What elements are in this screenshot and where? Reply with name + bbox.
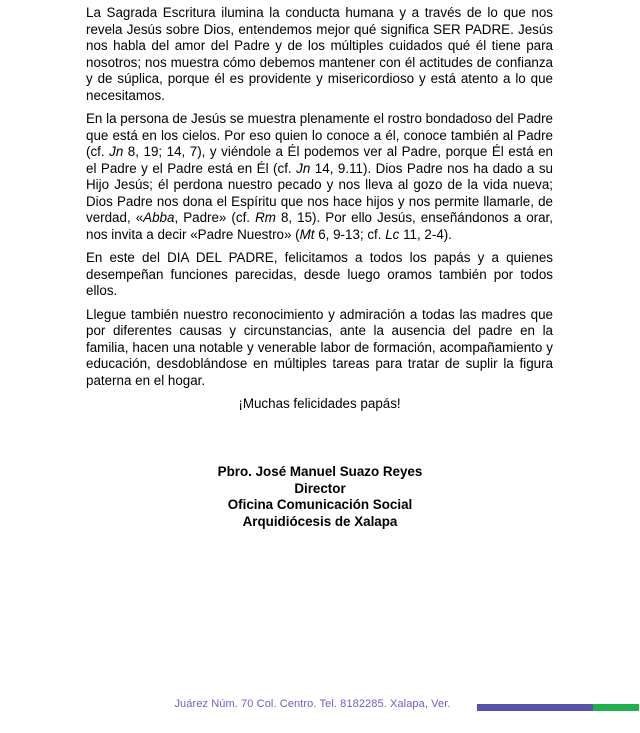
signature-name: Pbro. José Manuel Suazo Reyes: [217, 464, 423, 479]
footer-bar-green-segment: [593, 704, 639, 711]
signature-title: Director: [294, 480, 346, 496]
exclamation-line: ¡Muchas felicidades papás!: [238, 396, 401, 411]
signature-office: Oficina Comunicación Social: [227, 497, 413, 512]
footer-bar-purple-segment: [477, 704, 593, 711]
paragraph-scripture: La Sagrada Escritura ilumina la conducta humana y a través de lo que nos revela Jesús sobre Dios, entendemos mejor qué significa SER PADRE. Jesús nos habla del amor del Padre y de los múltiples cuidados qué él tiene para nosotros; nos muestra cómo debemos mantener con él actitudes de confianza y de súplica, porque él es providente y misericordioso y está atento a lo que necesitamos.: [86, 5, 553, 103]
footer-accent-bar: [477, 704, 639, 711]
signature-block: [0, 464, 640, 530]
paragraph-jesus-father: En la persona de Jesús se muestra plenamente el rostro bondadoso del Padre que está en los cielos. Por eso quien lo conoce a él, conoce también al Padre (cf. Jn 8, 19; 14, 7), y viéndole a Él podemos ver al Padre, porque Él está en el Padre y el Padre está en Él (cf. Jn 14, 9.11). Dios Padre nos ha dado a su Hijo Jesús; él perdona nuestro pecado y nos lleva al gozo de la vida nueva; Dios Padre nos dona el Espíritu que nos hace hijos y nos permite llamarle, de verdad, «Abba, Padre» (cf. Rm 8, 15). Por ello Jesús, enseñándonos a orar, nos invita a decir «Padre Nuestro» (Mt 6, 9-13; cf. Lc 11, 2-4).: [86, 111, 553, 242]
signature-organization: Arquidiócesis de Xalapa: [242, 513, 398, 529]
letter-body: [86, 5, 553, 420]
paragraph-fathers-day: En este del DIA DEL PADRE, felicitamos a todos los papás y a quienes desempeñan funciones parecidas, desde luego oramos también por todos ellos.: [86, 250, 553, 298]
paragraph-mothers: Llegue también nuestro reconocimiento y admiración a todas las madres que por diferentes causas y circunstancias, ante la ausencia del padre en la familia, hacen una notable y venerable labor de formación, acompañamiento y educación, desdoblándose en múltiples tareas para tratar de suplir la figura paterna en el hogar.: [86, 306, 553, 388]
footer-address: Juárez Núm. 70 Col. Centro. Tel. 8182285. Xalapa, Ver.: [174, 698, 451, 710]
